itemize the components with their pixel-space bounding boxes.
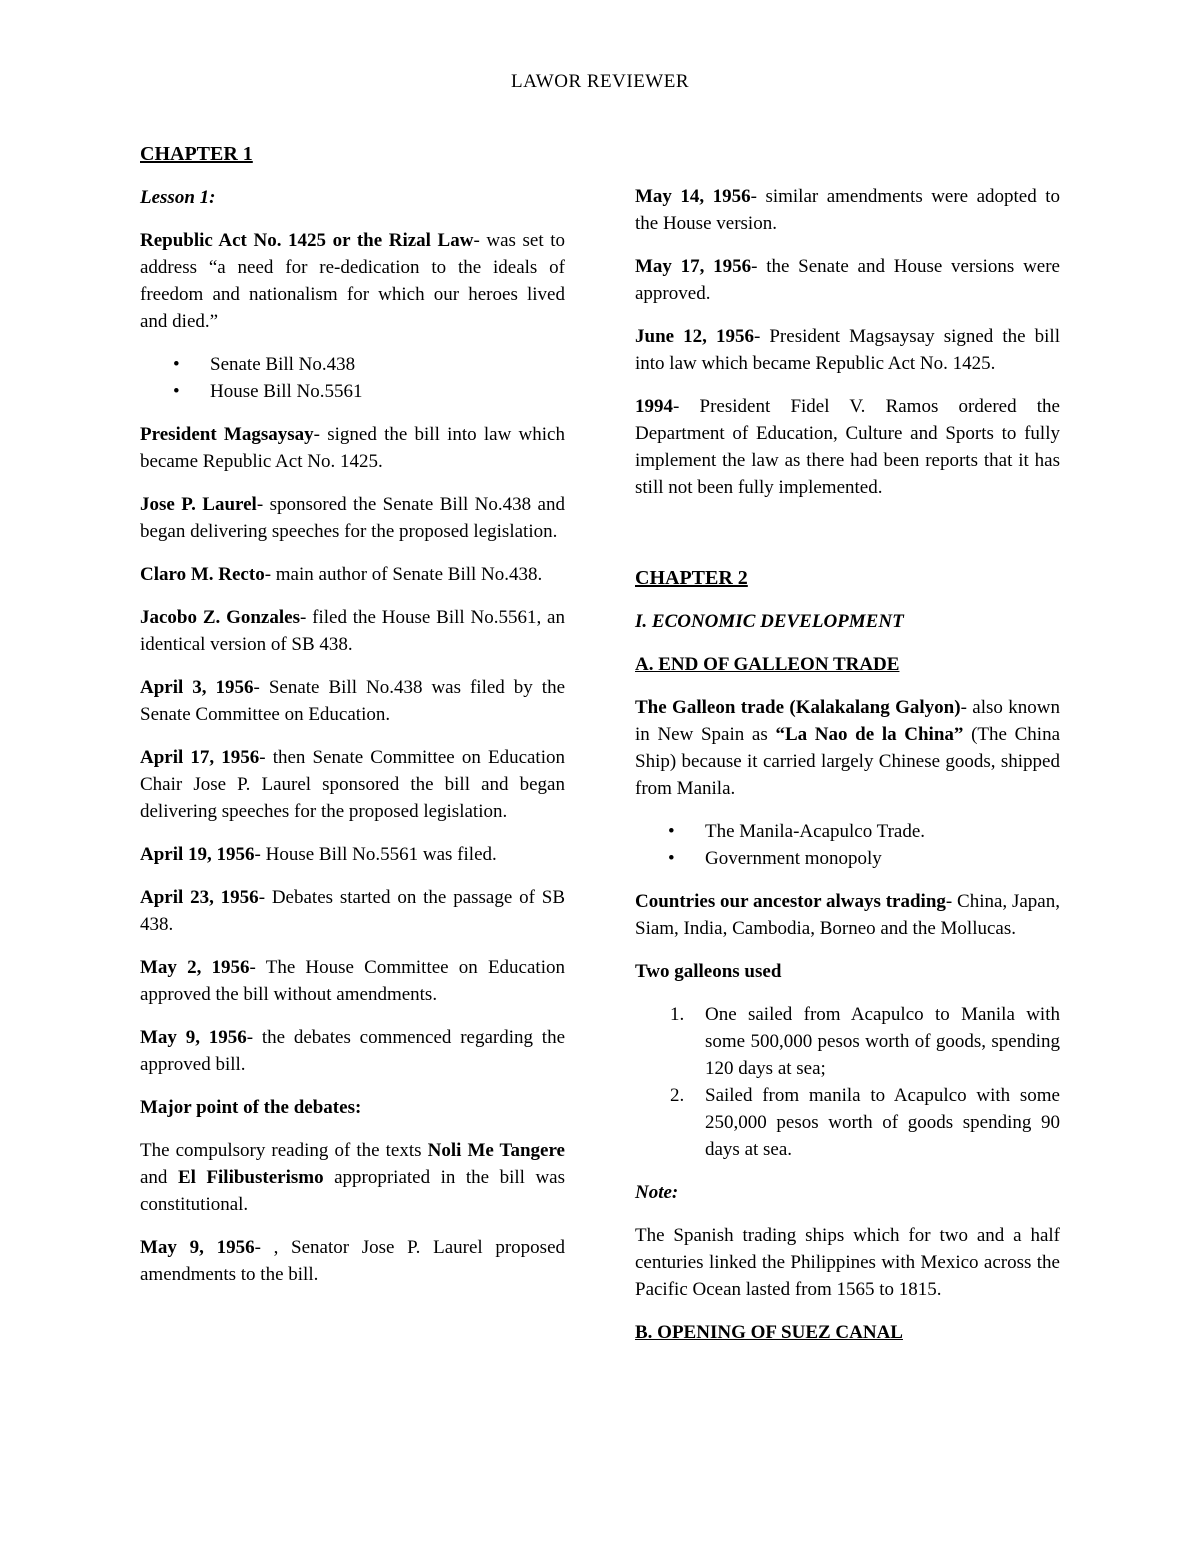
note-label: Note: <box>635 1182 679 1203</box>
countries-text: - China, Japan, Siam, India, Cambodia, Borneo and the Mollucas. <box>635 891 1060 939</box>
lesson-label: Lesson 1: <box>140 187 216 208</box>
bill-list <box>140 351 565 405</box>
major-point-heading <box>140 1094 565 1121</box>
entry-text: - President Magsaysay signed the bill into law which became Republic Act No. 1425. <box>635 326 1060 374</box>
entry-text: - similar amendments were adopted to the House version. <box>635 186 1060 234</box>
list-item-text: The Manila-Acapulco Trade. <box>705 821 926 842</box>
entry-text: - main author of Senate Bill No.438. <box>264 564 543 585</box>
entry-term: May 2, 1956 <box>140 957 250 978</box>
chapter-1-heading: CHAPTER 1 <box>140 143 253 165</box>
bullet-icon: • <box>668 821 675 842</box>
compulsory-text-d: appropriated in the bill was constitutional. <box>140 1167 565 1215</box>
entry-paragraph <box>140 954 565 1008</box>
galleon-bullet-list <box>635 818 1060 872</box>
entry-paragraph <box>635 253 1060 307</box>
galleon-term: The Galleon trade (Kalakalang Galyon) <box>635 697 961 718</box>
rizal-law-text: - was set to address “a need for re-dedication to the ideals of freedom and nationalism for which our heroes lived and died.” <box>140 230 565 332</box>
entry-term: April 17, 1956 <box>140 747 260 768</box>
list-item-text: House Bill No.5561 <box>210 381 363 402</box>
galleon-paragraph <box>635 694 1060 802</box>
list-number: 2. <box>670 1085 685 1106</box>
entry-text: - the debates commenced regarding the approved bill. <box>140 1027 566 1075</box>
entry-text: - the Senate and House versions were approved. <box>635 256 1060 304</box>
list-item <box>635 1082 1060 1163</box>
entry-text: - President Fidel V. Ramos ordered the Department of Education, Culture and Sports to fully implement the law as there had been reports that it has still not been fully implemented. <box>635 396 1060 498</box>
galleons-numbered-list <box>635 1001 1060 1163</box>
entry-term: May 17, 1956 <box>635 256 752 277</box>
entry-term: Jose P. Laurel <box>140 494 257 515</box>
compulsory-text-a: The compulsory reading of the texts <box>140 1140 428 1161</box>
economic-development-heading: I. ECONOMIC DEVELOPMENT <box>635 611 904 632</box>
list-item <box>635 1001 1060 1082</box>
left-column <box>140 141 565 1304</box>
list-number: 1. <box>670 1004 685 1025</box>
entry-term: 1994 <box>635 396 673 417</box>
entry-text: - The House Committee on Education approved the bill without amendments. <box>140 957 565 1005</box>
list-item-text: Government monopoly <box>705 848 882 869</box>
fili-title: El Filibusterismo <box>177 1167 324 1188</box>
entry-paragraph <box>140 674 565 728</box>
galleon-trade-heading: A. END OF GALLEON TRADE <box>635 654 900 675</box>
entry-paragraph <box>140 604 565 658</box>
entry-paragraph <box>140 421 565 475</box>
countries-term: Countries our ancestor always trading <box>635 891 946 912</box>
list-item <box>140 378 565 405</box>
entry-paragraph <box>635 393 1060 501</box>
major-point-label: Major point of the debates: <box>140 1097 362 1118</box>
list-item-text: Senate Bill No.438 <box>210 354 356 375</box>
galleon-nickname: “La Nao de la China” <box>775 724 964 745</box>
galleon-text-2: (The China Ship) because it carried largely Chinese goods, shipped from Manila. <box>635 724 1061 799</box>
entry-paragraph <box>635 183 1060 237</box>
entry-term: April 3, 1956 <box>140 677 254 698</box>
entry-text: - Debates started on the passage of SB 438. <box>140 887 565 935</box>
entry-paragraph <box>140 841 565 868</box>
two-galleons-label: Two galleons used <box>635 961 782 982</box>
entry-term: April 19, 1956 <box>140 844 255 865</box>
entry-term: May 9, 1956 <box>140 1027 247 1048</box>
rizal-law-term: Republic Act No. 1425 or the Rizal Law <box>140 230 474 251</box>
entry-paragraph <box>140 1234 565 1288</box>
suez-canal-heading: B. OPENING OF SUEZ CANAL <box>635 1322 903 1343</box>
right-column <box>635 183 1060 1362</box>
list-item <box>635 818 1060 845</box>
entry-term: Jacobo Z. Gonzales <box>140 607 300 628</box>
section-spacer <box>635 517 1060 565</box>
entry-term: April 23, 1956 <box>140 887 259 908</box>
chapter-2-heading: CHAPTER 2 <box>635 567 748 589</box>
entry-text: - then Senate Committee on Education Chair Jose P. Laurel sponsored the bill and began delivering speeches for the proposed legislation. <box>140 747 565 822</box>
two-galleons-heading <box>635 958 1060 985</box>
page-title: LAWOR REVIEWER <box>510 71 690 92</box>
entry-term: May 9, 1956 <box>140 1237 255 1258</box>
entry-term: Claro M. Recto <box>140 564 265 585</box>
bullet-icon: • <box>668 848 675 869</box>
compulsory-text-c: and <box>140 1167 178 1188</box>
entry-paragraph <box>140 561 565 588</box>
entry-text: - , Senator Jose P. Laurel proposed amendments to the bill. <box>140 1237 566 1285</box>
entry-paragraph <box>635 323 1060 377</box>
countries-paragraph <box>635 888 1060 942</box>
list-item <box>635 845 1060 872</box>
entry-term: May 14, 1956 <box>635 186 751 207</box>
galleon-text-1: - also known in New Spain as <box>635 697 1060 745</box>
bullet-icon: • <box>173 354 180 375</box>
entry-term: June 12, 1956 <box>635 326 754 347</box>
list-item-text: One sailed from Acapulco to Manila with some 500,000 pesos worth of goods, spending 120 days at sea; <box>705 1004 1060 1079</box>
entry-paragraph <box>140 1024 565 1078</box>
entry-text: - Senate Bill No.438 was filed by the Senate Committee on Education. <box>140 677 565 725</box>
entry-term: President Magsaysay <box>140 424 314 445</box>
rizal-law-paragraph <box>140 227 565 335</box>
entry-paragraph <box>140 884 565 938</box>
list-item <box>140 351 565 378</box>
entry-paragraph <box>140 491 565 545</box>
bullet-icon: • <box>173 381 180 402</box>
entry-text: - House Bill No.5561 was filed. <box>254 844 497 865</box>
note-paragraph: The Spanish trading ships which for two and a half centuries linked the Philippines with Mexico across the Pacific Ocean lasted from 1565 to 1815. <box>635 1225 1060 1300</box>
compulsory-paragraph <box>140 1137 565 1218</box>
entry-text: - filed the House Bill No.5561, an identical version of SB 438. <box>140 607 565 655</box>
noli-title: Noli Me Tangere <box>427 1140 565 1161</box>
entry-text: - sponsored the Senate Bill No.438 and began delivering speeches for the proposed legislation. <box>140 494 565 542</box>
list-item-text: Sailed from manila to Acapulco with some 250,000 pesos worth of goods spending 90 days at sea. <box>705 1085 1060 1160</box>
entry-text: - signed the bill into law which became Republic Act No. 1425. <box>140 424 565 472</box>
entry-paragraph <box>140 744 565 825</box>
